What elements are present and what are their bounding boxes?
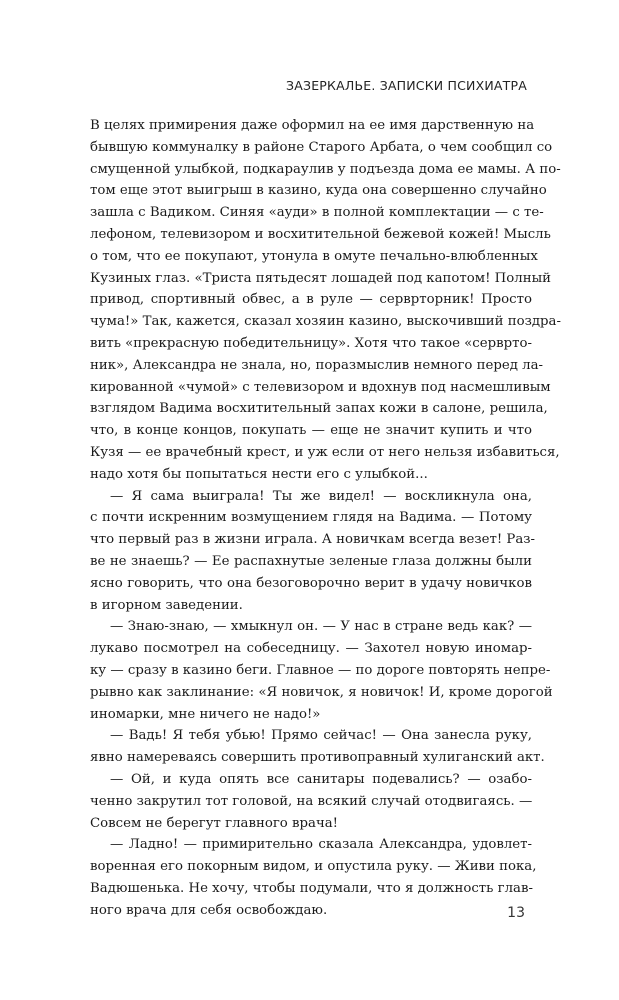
text-line: иномарки, мне ничего не надо!»: [90, 706, 321, 722]
text-line: ченно закрутил тот головой, на всякий случай отодвигаясь. —: [90, 793, 533, 809]
text-line: ного врача для себя освобождаю.: [90, 902, 328, 918]
text-line: чума!» Так, кажется, сказал хозяин казино, выскочивший поздра-: [90, 314, 561, 330]
text-line: зашла с Вадиком. Синяя «ауди» в полной комплектации — с те-: [90, 205, 544, 221]
text-line: что первый раз в жизни играла. А новичкам всегда везет! Раз-: [90, 532, 536, 548]
text-line: — Ой, и куда опять все санитары подевались? — озабо-: [110, 771, 532, 787]
text-line: смущенной улыбкой, подкараулив у подъезда дома ее мамы. А по-: [90, 161, 561, 177]
text-line: бывшую коммуналку в районе Старого Арбата, о чем сообщил со: [90, 139, 553, 155]
running-head: ЗАЗЕРКАЛЬЕ. ЗАПИСКИ ПСИХИАТРА: [286, 78, 527, 93]
text-line: Совсем не берегут главного врача!: [90, 815, 339, 831]
body-text: [90, 115, 561, 921]
text-line: — Я сама выиграла! Ты же видел! — воскликнула она,: [110, 488, 532, 504]
text-line: надо хотя бы попытаться нести его с улыбкой...: [90, 466, 428, 482]
text-line: — Вадь! Я тебя убью! Прямо сейчас! — Она занесла руку,: [110, 728, 532, 744]
text-line: лукаво посмотрел на собеседницу. — Захотел новую иномар-: [90, 641, 532, 657]
text-line: В целях примирения даже оформил на ее имя дарственную на: [90, 118, 535, 133]
text-line: Кузиных глаз. «Триста пятьдесят лошадей под капотом! Полный: [90, 270, 552, 286]
text-line: взглядом Вадима восхитительный запах кожи в салоне, решила,: [90, 401, 548, 417]
text-line: воренная его покорным видом, и опустила руку. — Живи пока,: [90, 859, 537, 875]
text-line: том еще этот выигрыш в казино, куда она совершенно случайно: [90, 183, 547, 199]
text-line: лефоном, телевизором и восхитительной бежевой кожей! Мысль: [90, 226, 551, 242]
text-line: рывно как заклинание: «Я новичок, я новичок! И, кроме дорогой: [90, 684, 553, 700]
text-line: о том, что ее покупают, утонула в омуте печально-влюбленных: [90, 248, 538, 264]
text-line: в игорном заведении.: [90, 597, 243, 613]
text-line: Вадюшенька. Не хочу, чтобы подумали, что я должность глав-: [90, 880, 533, 896]
text-line: с почти искренним возмущением глядя на Вадима. — Потому: [90, 510, 532, 526]
text-line: вить «прекрасную победительницу». Хотя что такое «серврто-: [90, 335, 532, 351]
text-line: — Ладно! — примирительно сказала Александра, удовлет-: [110, 837, 532, 853]
text-line: явно намереваясь совершить противоправный хулиганский акт.: [90, 750, 545, 766]
text-line: кированной «чумой» с телевизором и вдохнув под насмешливым: [90, 379, 551, 395]
text-line: что, в конце концов, покупать — еще не значит купить и что: [90, 423, 532, 439]
text-line: ку — сразу в казино беги. Главное — по дороге повторять непре-: [90, 662, 551, 678]
text-line: ясно говорить, что она безоговорочно верит в удачу новичков: [90, 575, 532, 591]
text-line: — Знаю-знаю, — хмыкнул он. — У нас в стране ведь как? —: [110, 619, 532, 635]
page-number: 13: [507, 905, 525, 921]
text-line: ве не знаешь? — Ее распахнутые зеленые глаза должны были: [90, 553, 532, 569]
text-line: Кузя — ее врачебный крест, и уж если от него нельзя избавиться,: [90, 444, 560, 460]
text-line: ник», Александра не знала, но, поразмыслив немного перед ла-: [90, 357, 544, 373]
text-line: привод, спортивный обвес, а в руле — серврторник! Просто: [90, 292, 532, 308]
